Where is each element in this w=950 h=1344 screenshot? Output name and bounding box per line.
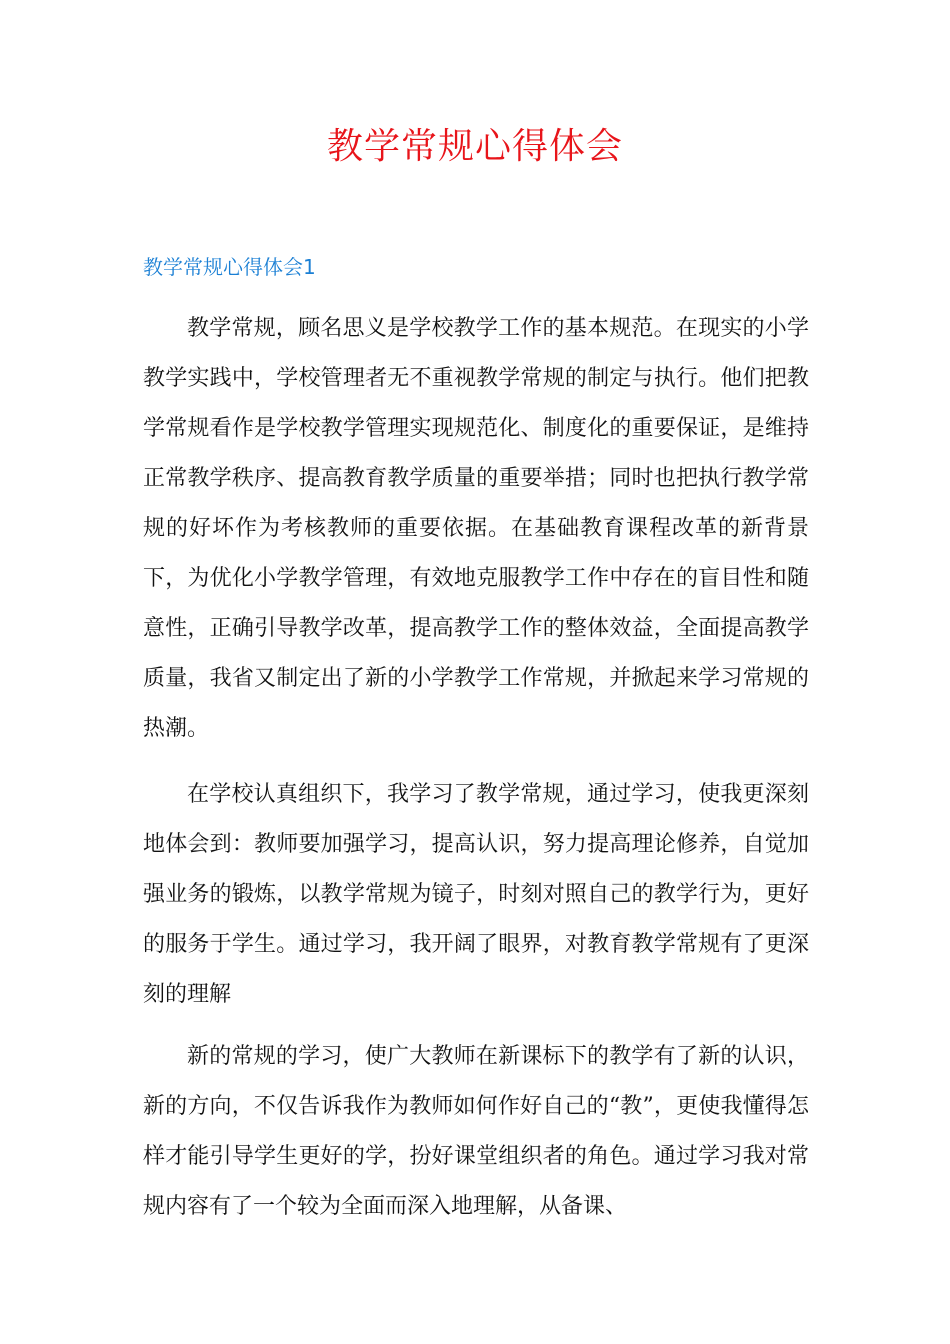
document-title: 教学常规心得体会 (326, 126, 623, 167)
body-paragraph-1: 教学常规，顾名思义是学校教学工作的基本规范。在现实的小学教学实践中，学校管理者无不重视教学常规的制定与执行。他们把教学常规看作是学校教学管理实现规范化、制度化的重要保证，是维持正常教学秩序、提高教育教学质量的重要举措；同时也把执行教学常规的好坏作为考核教师的重要依据。在基础教育课程改革的新背景下，为优化小学教学管理，有效地克服教学工作中存在的盲目性和随意性，正确引导教学改革，提高教学工作的整体效益，全面提高教学质量，我省又制定出了新的小学教学工作常规，并掀起来学习常规的热潮。 (143, 316, 809, 741)
section-heading: 教学常规心得体会1 (143, 255, 316, 279)
body-paragraph-3: 新的常规的学习，使广大教师在新课标下的教学有了新的认识，新的方向，不仅告诉我作为教师如何作好自己的“教”，更使我懂得怎样才能引导学生更好的学，扮好课堂组织者的角色。通过学习我对常规内容有了一个较为全面而深入地理解，从备课、 (143, 1044, 809, 1219)
body-paragraph-2: 在学校认真组织下，我学习了教学常规，通过学习，使我更深刻地体会到：教师要加强学习，提高认识，努力提高理论修养，自觉加强业务的锻炼，以教学常规为镜子，时刻对照自己的教学行为，更好的服务于学生。通过学习，我开阔了眼界，对教育教学常规有了更深刻的理解 (143, 782, 809, 1007)
